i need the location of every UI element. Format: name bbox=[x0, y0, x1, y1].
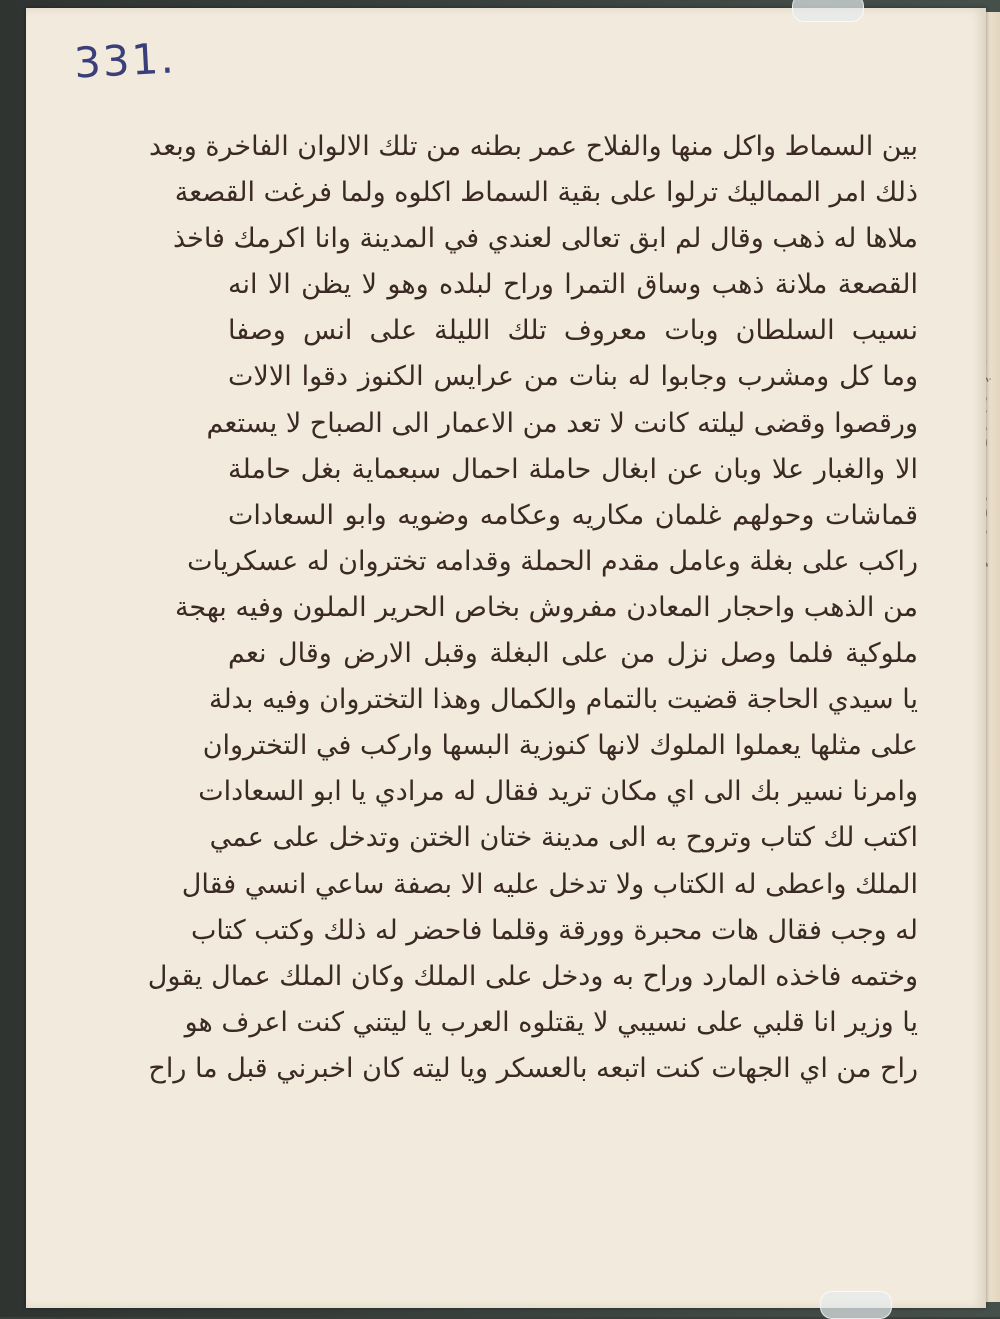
text-line: يا سيدي الحاجة قضيت بالتمام والكمال وهذا التختروان وفيه بدلة bbox=[208, 684, 918, 716]
text-line: القصعة ملانة ذهب وساق التمرا وراح لبلده وهو لا يظن الا انه bbox=[228, 269, 918, 301]
text-line: بين السماط واكل منها والفلاح عمر بطنه من تلك الالوان الفاخرة وبعد bbox=[149, 131, 918, 162]
bottom-page-clip bbox=[820, 1291, 892, 1319]
text-line: اكتب لك كتاب وتروح به الى مدينة ختان الختن وتدخل على عمي bbox=[209, 822, 918, 854]
text-line: له وجب فقال هات محبرة وورقة وقلما فاحضر له ذلك وكتب كتاب bbox=[191, 914, 918, 946]
text-line: وختمه فاخذه المارد وراح به ودخل على الملك وكان الملك عمال يقول bbox=[147, 960, 918, 992]
text-line: يا وزير انا قلبي على نسيبي لا يقتلوه العرب يا ليتني كنت اعرف هو bbox=[184, 1006, 918, 1038]
text-line: على مثلها يعملوا الملوك لانها كنوزية البسها واركب في التختروان bbox=[202, 730, 918, 762]
text-line: نسيب السلطان وبات معروف تلك الليلة على انس وصفا bbox=[228, 315, 918, 347]
top-page-clip bbox=[792, 0, 864, 22]
text-line: وما كل ومشرب وجابوا له بنات من عرايس الكنوز دقوا الالات bbox=[228, 361, 918, 393]
text-line: ملوكية فلما وصل نزل من على البغلة وقبل الارض وقال نعم bbox=[228, 638, 918, 670]
text-line: راح من اي الجهات كنت اتبعه بالعسكر ويا ليته كان اخبرني قبل ما راح bbox=[148, 1052, 918, 1084]
text-line: ذلك امر المماليك ترلوا على بقية السماط اكلوه ولما فرغت القصعة bbox=[174, 177, 918, 209]
text-line: ورقصوا وقضى ليلته كانت لا تعد من الاعمار الى الصباح لا يستعم bbox=[206, 407, 918, 439]
folio-number: 331. bbox=[72, 33, 177, 88]
manuscript-text-block bbox=[147, 124, 918, 1092]
text-line: ملاها له ذهب وقال لم ابق تعالى لعندي في المدينة وانا اكرمك فاخذ bbox=[172, 223, 918, 255]
text-line: الا والغبار علا وبان عن ابغال حاملة احمال سبعماية بغل حاملة bbox=[228, 453, 918, 485]
text-line: راكب على بغلة وعامل مقدم الحملة وقدامه تختروان له عسكريات bbox=[187, 545, 918, 577]
text-line: الملك واعطى له الكتاب ولا تدخل عليه الا بصفة ساعي انسي فقال bbox=[181, 868, 918, 900]
text-line: من الذهب واحجار المعادن مفروش بخاص الحرير الملون وفيه بهجة bbox=[174, 591, 918, 623]
text-line: قماشات وحولهم غلمان مكاريه وعكامه وضويه وابو السعادات bbox=[228, 499, 918, 531]
text-line: وامرنا نسير بك الى اي مكان تريد فقال له مرادي يا ابو السعادات bbox=[198, 776, 918, 808]
